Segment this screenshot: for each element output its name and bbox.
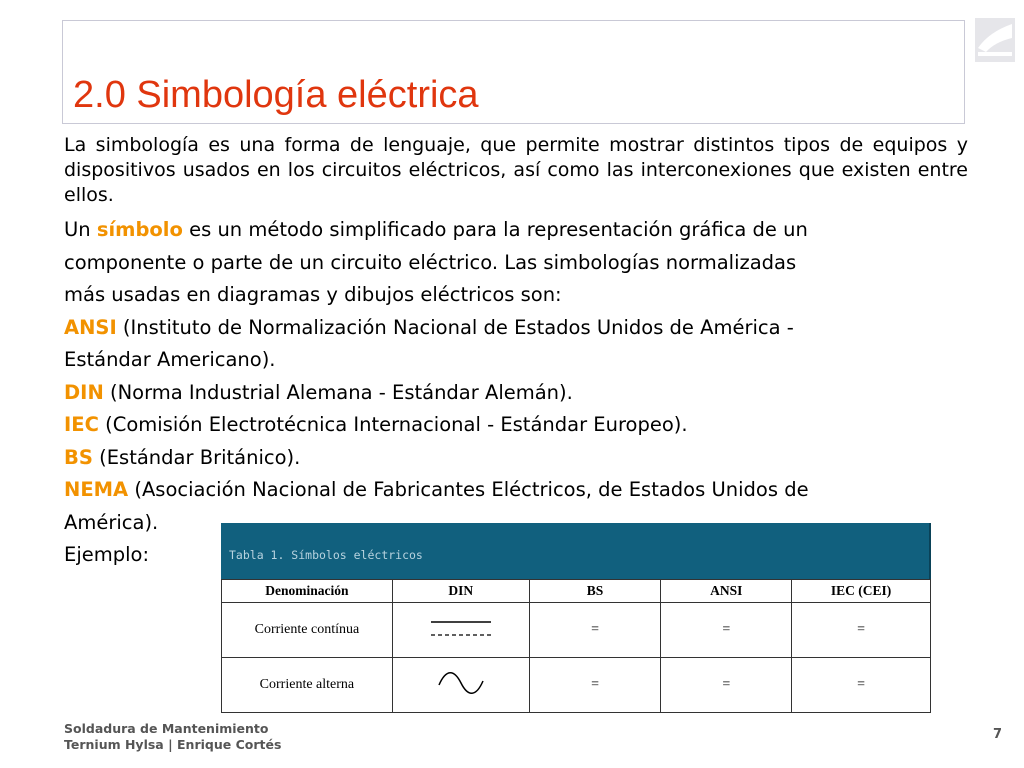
standard-ansi — [64, 312, 964, 345]
row-name: Corriente contínua — [222, 603, 393, 658]
highlight-ansi: ANSI — [64, 315, 117, 339]
body-text — [64, 214, 964, 572]
ac-symbol-cell — [392, 658, 529, 713]
header-ansi: ANSI — [661, 580, 792, 603]
table-caption: Tabla 1. Símbolos eléctricos — [229, 548, 423, 562]
table-header-row — [222, 580, 931, 603]
example-label: Ejemplo: — [64, 543, 150, 566]
highlight-nema: NEMA — [64, 478, 129, 501]
dc-symbol-icon — [429, 615, 493, 641]
page-number: 7 — [993, 727, 1003, 742]
table-row — [222, 658, 931, 713]
definition-line-2: componente o parte de un circuito eléctrico. Las simbologías normalizadas — [64, 250, 797, 274]
header-din: DIN — [392, 580, 529, 603]
text-span: (Comisión Electrotécnica Internacional - Estándar Europeo). — [98, 413, 688, 436]
bs-cell: = — [529, 658, 661, 713]
footer-author: Ternium Hylsa | Enrique Cortés — [64, 737, 282, 752]
corner-logo-icon — [975, 18, 1015, 62]
table-row — [222, 603, 931, 658]
standard-din — [64, 377, 964, 410]
table-caption-bar — [221, 523, 931, 579]
dc-symbol-cell — [392, 603, 529, 658]
text-span: Un — [64, 218, 97, 241]
text-span: (Estándar Británico). — [92, 445, 301, 469]
header-bs: BS — [529, 580, 661, 603]
symbols-table — [221, 523, 931, 713]
ansi-cell: = — [661, 603, 792, 658]
ansi-cell: = — [661, 658, 792, 713]
text-span: (Norma Industrial Alemana - Estándar Alemán). — [103, 380, 573, 404]
standard-nema — [64, 474, 964, 507]
bs-cell: = — [529, 603, 661, 658]
standard-iec — [64, 409, 964, 442]
ac-symbol-icon — [436, 671, 486, 695]
iec-cell: = — [792, 603, 931, 658]
slide-title: 2.0 Simbología eléctrica — [73, 74, 479, 116]
definition-line-3: más usadas en diagramas y dibujos eléctricos son: — [64, 283, 562, 306]
highlight-bs: BS — [64, 445, 93, 469]
header-iec: IEC (CEI) — [792, 580, 931, 603]
footer-credits — [64, 721, 281, 753]
text-span: (Asociación Nacional de Fabricantes Eléctricos, de Estados Unidos de — [128, 478, 809, 501]
text-span: es un método simplificado para la representación gráfica de un — [182, 218, 808, 241]
standard-bs — [64, 442, 964, 475]
standard-nema-cont: América). — [64, 510, 159, 534]
header-denominacion: Denominación — [222, 580, 393, 603]
highlight-simbolo: símbolo — [96, 218, 183, 241]
definition-line-1 — [64, 214, 964, 247]
symbols-grid — [221, 579, 931, 713]
row-name: Corriente alterna — [222, 658, 393, 713]
intro-paragraph: La simbología es una forma de lenguaje, que permite mostrar distintos tipos de equipos y dispositivos usados en los circuitos eléctricos, así como las interconexiones que existen entre ellos. — [64, 134, 968, 206]
highlight-iec: IEC — [64, 413, 99, 436]
highlight-din: DIN — [64, 380, 104, 404]
standard-ansi-cont: Estándar Americano). — [64, 348, 276, 371]
footer-course: Soldadura de Mantenimiento — [64, 721, 269, 736]
iec-cell: = — [792, 658, 931, 713]
text-span: (Instituto de Normalización Nacional de Estados Unidos de América - — [116, 315, 794, 339]
